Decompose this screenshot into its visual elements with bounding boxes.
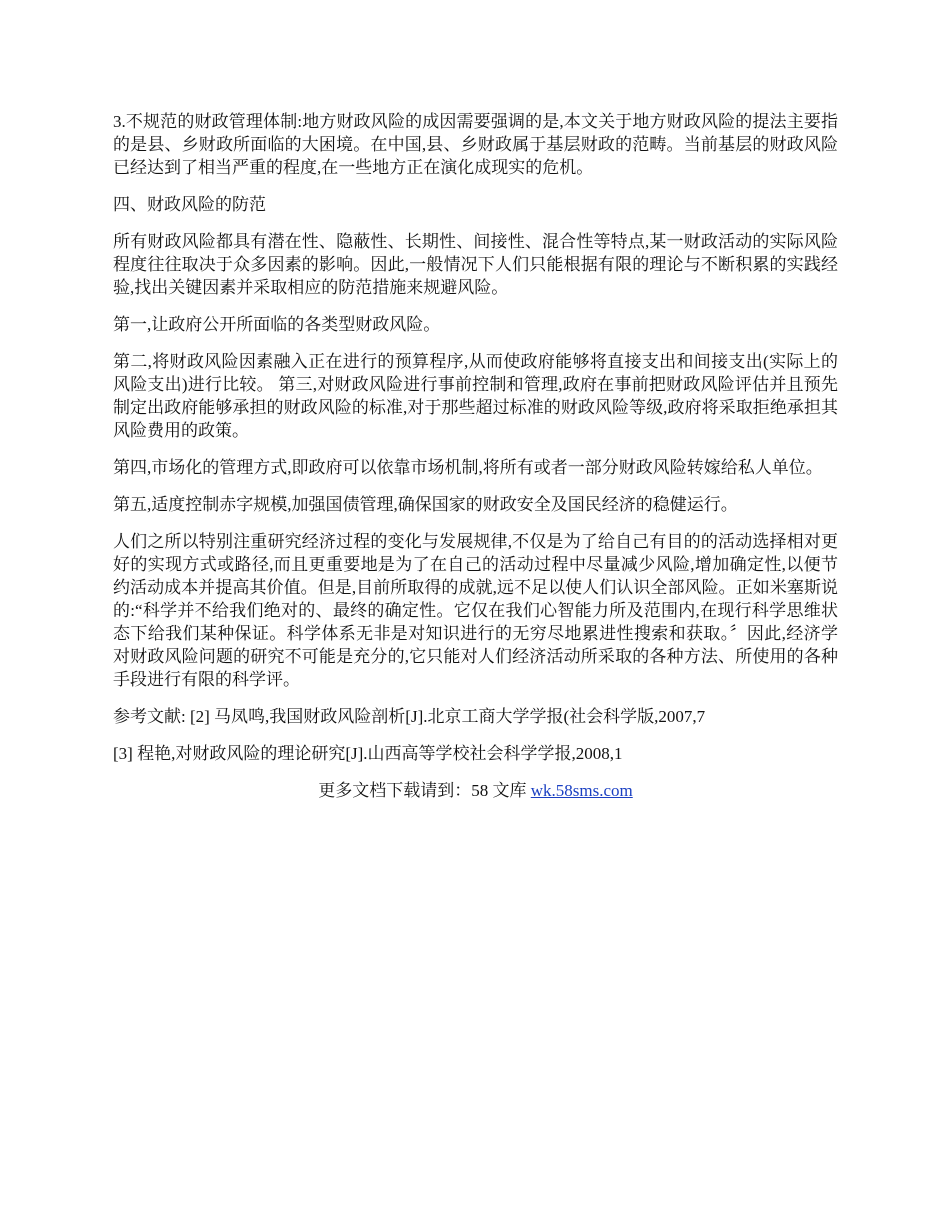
download-footer [113, 779, 838, 802]
paragraph-measure-fifth: 第五,适度控制赤字规模,加强国债管理,确保国家的财政安全及国民经济的稳健运行。 [113, 495, 738, 514]
paragraph-fiscal-system: 3.不规范的财政管理体制:地方财政风险的成因需要强调的是,本文关于地方财政风险的提法主要指的是县、乡财政所面临的大困境。在中国,县、乡财政属于基层财政的范畴。当前基层的财政风险已经达到了相当严重的程度,在一些地方正在演化成现实的危机。 [113, 112, 838, 177]
reference-3: [3] 程艳,对财政风险的理论研究[J].山西高等学校社会科学学报,2008,1 [113, 744, 623, 763]
paragraph-measure-fourth: 第四,市场化的管理方式,即政府可以依靠市场机制,将所有或者一部分财政风险转嫁给私人单位。 [113, 458, 823, 477]
section-heading-risk-prevention: 四、财政风险的防范 [113, 195, 266, 214]
paragraph-conclusion: 人们之所以特别注重研究经济过程的变化与发展规律,不仅是为了给自己有目的的活动选择相对更好的实现方式或路径,而且更重要地是为了在自己的活动过程中尽量减少风险,增加确定性,以便节约活动成本并提高其价值。但是,目前所取得的成就,远不足以使人们认识全部风险。正如米塞斯说的:“科学并不给我们绝对的、最终的确定性。它仅在我们心智能力所及范围内,在现行科学思维状态下给我们某种保证。科学体系无非是对知识进行的无穷尽地累进性搜索和获取。〞因此,经济学对财政风险问题的研究不可能是充分的,它只能对人们经济活动所采取的各种方法、所使用的各种手段进行有限的科学评。 [113, 532, 838, 689]
paragraph-measure-first: 第一,让政府公开所面临的各类型财政风险。 [113, 315, 441, 334]
paragraph-measure-second-third: 第二,将财政风险因素融入正在进行的预算程序,从而使政府能够将直接支出和间接支出(实际上的风险支出)进行比较。 第三,对财政风险进行事前控制和管理,政府在事前把财政风险评估并且预先制定出政府能够承担的财政风险的标准,对于那些超过标准的财政风险等级,政府将采取拒绝承担其风险费用的政策。 [113, 352, 838, 440]
footer-link[interactable]: wk.58sms.com [530, 781, 633, 800]
footer-text: 更多文档下载请到：58 文库 [318, 781, 531, 800]
paragraph-risk-characteristics: 所有财政风险都具有潜在性、隐蔽性、长期性、间接性、混合性等特点,某一财政活动的实际风险程度往往取决于众多因素的影响。因此,一般情况下人们只能根据有限的理论与不断积累的实践经验,找出关键因素并采取相应的防范措施来规避风险。 [113, 232, 838, 297]
reference-2: 参考文献: [2] 马凤鸣,我国财政风险剖析[J].北京工商大学学报(社会科学版,2007,7 [113, 707, 706, 726]
document-body [113, 110, 838, 802]
